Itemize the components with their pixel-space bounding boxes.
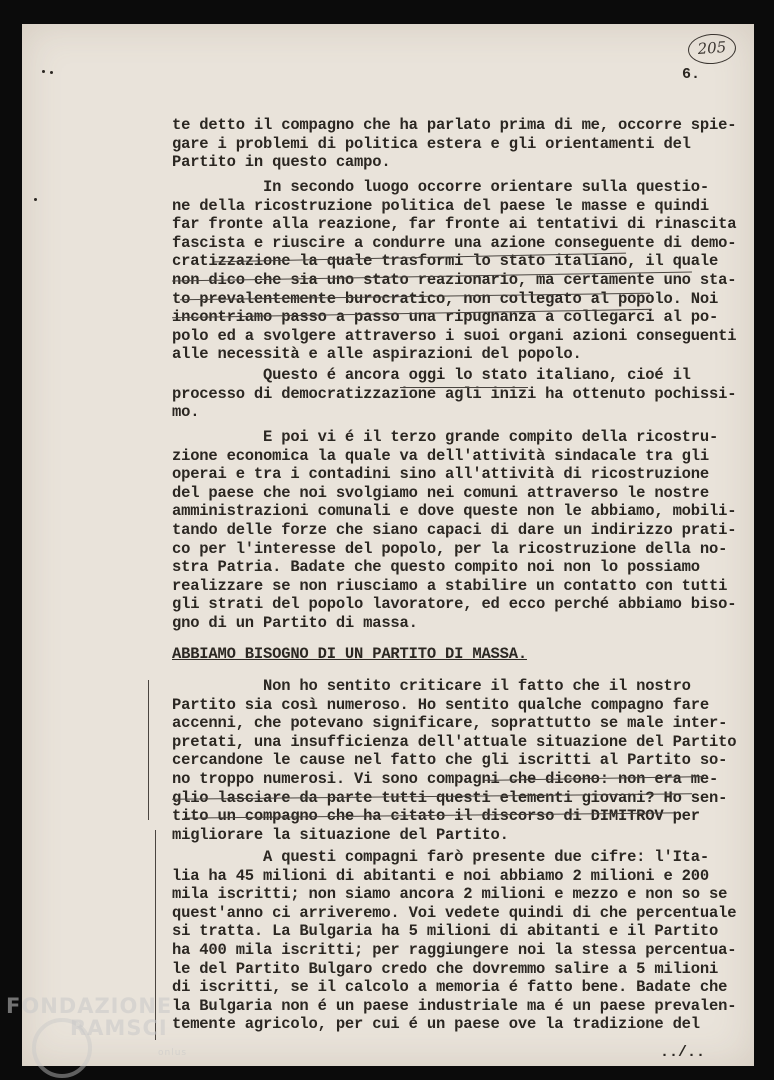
paragraph-5: Non ho sentito criticare il fatto che il nostro Partito sia così numeroso. Ho sentito qualche compagno fare accenni, che potevano significare, soprattutto se male inter- pretati, una insufficienza dell'attuale situazione del Partito cercandone le cause nel fatto che gli iscritti al Partito so- no troppo numerosi. Vi sono compagni che dicono: non era me- glio lasciare da parte tutti questi elementi giovani? Ho sen- tito un compagno che ha citato il discorso di DIMITROV per migliorare la situazione del Partito. [172, 677, 737, 844]
watermark-line2: RAMSCI [70, 1016, 168, 1040]
page-number: 6. [682, 66, 701, 83]
paragraph-2: In secondo luogo occorre orientare sulla questio- ne della ricostruzione politica del paese le masse e quindi far fronte alla reazione, far fronte ai tentativi di rinascita fascista e riuscire a condurre una azione conseguente di demo- cratizzazione la quale trasformi lo stato italiano, il quale non dico che sia uno stato reazionario, ma certamente uno sta- to prevalentemente burocratico, non collegato al popolo. Noi incontriamo passo a passo una ripugnanza a collegarci al po- polo ed a svolgere attraverso i suoi organi azioni conseguenti alle necessità e alle aspirazioni del popolo. [172, 178, 737, 364]
paragraph-3: Questo é ancora oggi lo stato italiano, cioé il processo di democratizzazione agli inizi ha ottenuto pochissi- mo. [172, 366, 737, 422]
paragraph-6: A questi compagni farò presente due cifre: l'Ita- lia ha 45 milioni di abitanti e noi abbiamo 2 milioni e 200 mila iscritti; non siamo ancora 2 milioni e mezzo e non so se quest'anno ci arriveremo. Voi vedete quindi di che percentuale si tratta. La Bulgaria ha 5 milioni di abitanti e il Partito ha 400 mila iscritti; per raggiungere noi la stessa percentua- le del Partito Bulgaro credo che dovremmo salire a 5 milioni di iscritti, se il calcolo a memoria é fatto bene. Badate che la Bulgaria non é un paese industriale ma é un paese prevalen- temente agricolo, per cui é un paese ove la tradizione del [172, 848, 737, 1034]
watermark-line1: FONDAZIONE [6, 994, 173, 1018]
continuation-mark: ../.. [660, 1044, 706, 1061]
watermark-logo-ring [32, 1018, 92, 1078]
margin-bracket [148, 680, 149, 820]
margin-speck [42, 70, 45, 73]
paragraph-4: E poi vi é il terzo grande compito della ricostru- zione economica la quale va dell'attività sindacale tra gli operai e tra i contadini sino all'attività di ricostruzione del paese che noi svolgiamo nei comuni attraverso le nostre amministrazioni comunali e dove queste non le abbiamo, mobili- tando delle forze che siano capaci di dare un indirizzo prati- co per l'interesse del popolo, per la ricostruzione della no- stra Patria. Badate che questo compito noi non lo possiamo realizzare se non riusciamo a stabilire un contatto con tutti gli strati del popolo lavoratore, ed ecco perché abbiamo biso- gno di un Partito di massa. [172, 428, 737, 632]
paragraph-1: te detto il compagno che ha parlato prima di me, occorre spie- gare i problemi di politica estera e gli orientamenti del Partito in questo campo. [172, 116, 737, 172]
margin-speck [34, 198, 37, 201]
watermark-line3: onlus [158, 1048, 188, 1058]
pencil-underline [400, 387, 528, 388]
section-heading: ABBIAMO BISOGNO DI UN PARTITO DI MASSA. [172, 645, 527, 663]
folio-stamp: 205 [687, 32, 737, 65]
margin-speck [50, 71, 53, 74]
archive-watermark [6, 994, 188, 1058]
